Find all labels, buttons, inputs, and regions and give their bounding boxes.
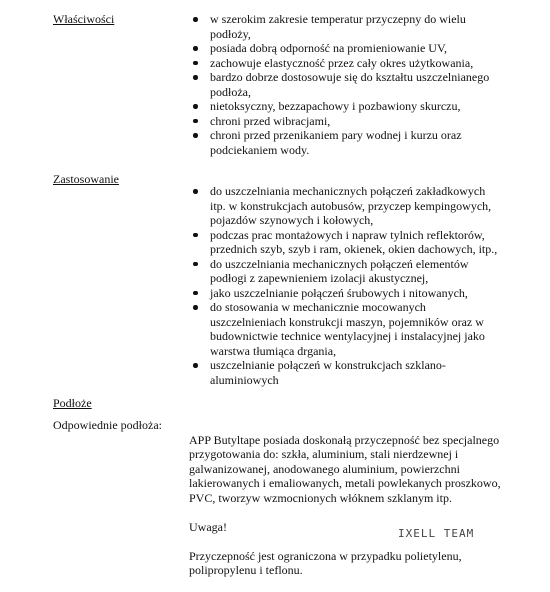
substrate-text: APP Butyltape posiada doskonałą przyczepność bez specjalnego przygotowania do: szkła, aluminium, stali nierdzewnej i galwanizowanej, anodowanego aluminium, powierzchni lakierowanych i emaliowanych, metali powlekanych proszkowo, PVC, tworzyw wzmocnionych włóknem szklanym itp. bbox=[189, 432, 501, 505]
warning-text: Przyczepność jest ograniczona w przypadku polietylenu, polipropylenu i teflonu. bbox=[189, 548, 462, 577]
list-item: do uszczelniania mechanicznych połączeń zakładkowych itp. w konstrukcjach autobusów, przyczep kempingowych, pojazdów szynowych i kołowych, bbox=[0, 184, 500, 228]
list-item: w szerokim zakresie temperatur przyczepny do wielu podłoży, bbox=[0, 12, 500, 41]
list-item: do stosowania w mechanicznie mocowanych uszczelnieniach konstrukcji maszyn, pojemników oraz w budownictwie technice wentylacyjnej i instalacyjnej jako warstwa tłumiąca drgania, bbox=[0, 300, 500, 358]
list-item: zachowuje elastyczność przez cały okres użytkowania, bbox=[0, 56, 500, 71]
applications-label: Zastosowanie bbox=[53, 172, 119, 186]
list-item: posiada dobrą odporność na promieniowanie UV, bbox=[0, 41, 500, 56]
list-item: chroni przed wibracjami, bbox=[0, 114, 500, 129]
applications-list bbox=[0, 184, 550, 387]
list-item: do uszczelniania mechanicznych połączeń elementów podłogi z zapewnieniem izolacji akustycznej, bbox=[0, 257, 500, 286]
substrate-label: Podłoże bbox=[53, 396, 92, 410]
list-item: podczas prac montażowych i napraw tylnich reflektorów, przednich szyb, szyb i ram, okienek, okien dachowych, itp., bbox=[0, 228, 500, 257]
substrate-description bbox=[189, 418, 501, 592]
properties-list bbox=[0, 12, 550, 157]
list-item: bardzo dobrze dostosowuje się do kształtu uszczelnianego podłoża, bbox=[0, 70, 500, 99]
list-item: jako uszczelnianie połączeń śrubowych i nitowanych, bbox=[0, 286, 500, 301]
properties-label: Właściwości bbox=[53, 12, 115, 26]
list-item: chroni przed przenikaniem pary wodnej i kurzu oraz podciekaniem wody. bbox=[0, 128, 500, 157]
list-item: nietoksyczny, bezzapachowy i pozbawiony skurczu, bbox=[0, 99, 500, 114]
suitable-substrates-label: Odpowiednie podłoża: bbox=[53, 418, 162, 432]
warning-heading: Uwaga! bbox=[189, 519, 227, 534]
watermark: IXELL TEAM bbox=[398, 527, 475, 540]
list-item: uszczelnianie połączeń w konstrukcjach szklano-aluminiowych bbox=[0, 358, 500, 387]
